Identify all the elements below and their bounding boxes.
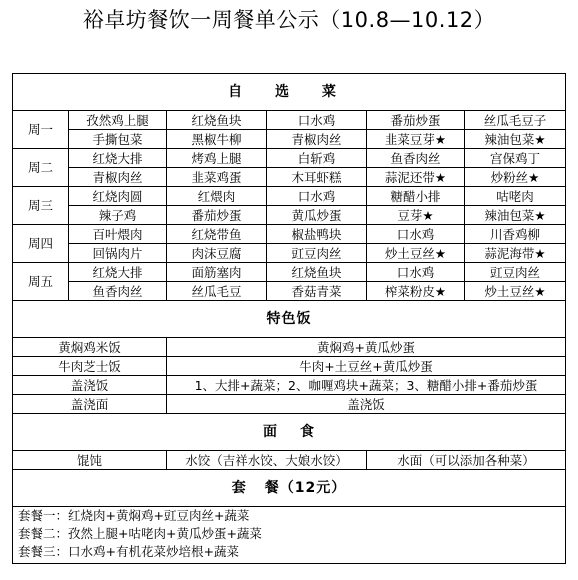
dish-cell: 糖醋小排 (367, 187, 465, 206)
noodle-header-char-1: 面 (263, 423, 278, 440)
noodle-header-char-2: 食 (300, 423, 315, 440)
dish-cell: 香菇青菜 (267, 282, 367, 301)
special-desc: 1、大排+蔬菜；2、咖喱鸡块+蔬菜；3、糖醋小排+番茄炒蛋 (167, 376, 566, 395)
dish-cell: 鱼香肉丝 (69, 282, 167, 301)
set-meal-item: 套餐三：口水鸡+有机花菜炒培根+蔬菜 (18, 544, 239, 559)
special-row (13, 395, 566, 414)
special-desc: 牛肉+土豆丝+黄瓜炒蛋 (167, 357, 566, 376)
dish-cell: 青椒肉丝 (267, 130, 367, 149)
day-label: 周四 (13, 225, 69, 263)
dish-cell: 椒盐鸭块 (267, 225, 367, 244)
dish-cell: 辣油包菜★ (465, 130, 566, 149)
dish-cell: 百叶煨肉 (69, 225, 167, 244)
day-label: 周一 (13, 111, 69, 149)
dish-cell: 红烧带鱼 (167, 225, 267, 244)
dish-cell: 面筋塞肉 (167, 263, 267, 282)
dish-cell: 肉沫豆腐 (167, 244, 267, 263)
section-header-special-rice: 特色饭 (13, 301, 566, 338)
dish-cell: 番茄炒蛋 (367, 111, 465, 130)
set-meal-item: 套餐一：红烧肉+黄焖鸡+豇豆肉丝+蔬菜 (18, 508, 250, 523)
dish-cell: 川香鸡柳 (465, 225, 566, 244)
dish-row (13, 263, 566, 282)
dish-row (13, 282, 566, 301)
special-name: 牛肉芝士饭 (13, 357, 167, 376)
dish-row (13, 149, 566, 168)
dish-cell: 红烧大排 (69, 149, 167, 168)
dish-cell: 黄瓜炒蛋 (267, 206, 367, 225)
dish-cell: 番茄炒蛋 (167, 206, 267, 225)
day-label: 周二 (13, 149, 69, 187)
special-desc: 黄焖鸡+黄瓜炒蛋 (167, 338, 566, 357)
dish-cell: 炒粉丝★ (465, 168, 566, 187)
dish-cell: 口水鸡 (267, 187, 367, 206)
dish-cell: 炒土豆丝★ (465, 282, 566, 301)
special-name: 盖浇面 (13, 395, 167, 414)
dish-cell: 黑椒牛柳 (167, 130, 267, 149)
dish-row (13, 187, 566, 206)
dish-cell: 木耳虾糕 (267, 168, 367, 187)
special-desc: 盖浇饭 (167, 395, 566, 414)
special-row (13, 338, 566, 357)
dish-cell: 豇豆肉丝 (465, 263, 566, 282)
set-meal-list (13, 507, 566, 564)
special-row (13, 357, 566, 376)
special-name: 黄焖鸡米饭 (13, 338, 167, 357)
dish-cell: 青椒肉丝 (69, 168, 167, 187)
special-name: 盖浇饭 (13, 376, 167, 395)
noodle-row (13, 451, 566, 470)
dish-cell: 宫保鸡丁 (465, 149, 566, 168)
dish-cell: 口水鸡 (267, 111, 367, 130)
dish-cell: 红烧大排 (69, 263, 167, 282)
dish-cell: 手撕包菜 (69, 130, 167, 149)
dish-cell: 豆芽★ (367, 206, 465, 225)
dish-cell: 口水鸡 (367, 225, 465, 244)
dish-row (13, 225, 566, 244)
dish-row (13, 130, 566, 149)
dish-cell: 红烧鱼块 (267, 263, 367, 282)
dish-cell: 口水鸡 (367, 263, 465, 282)
dish-cell: 烤鸡上腿 (167, 149, 267, 168)
dish-row (13, 168, 566, 187)
noodle-item: 水面（可以添加各种菜） (367, 451, 566, 470)
dish-cell: 韭菜豆芽★ (367, 130, 465, 149)
noodle-item: 馄饨 (13, 451, 167, 470)
dish-cell: 红烧肉圆 (69, 187, 167, 206)
dish-cell: 丝瓜毛豆 (167, 282, 267, 301)
dish-cell: 炒土豆丝★ (367, 244, 465, 263)
special-row (13, 376, 566, 395)
dish-cell: 辣油包菜★ (465, 206, 566, 225)
dish-cell: 蒜泥海带★ (465, 244, 566, 263)
dish-cell: 丝瓜毛豆子 (465, 111, 566, 130)
day-label: 周五 (13, 263, 69, 301)
dish-cell: 豇豆肉丝 (267, 244, 367, 263)
dish-cell: 榨菜粉皮★ (367, 282, 465, 301)
page-title: 裕卓坊餐饮一周餐单公示（10.8—10.12） (82, 8, 496, 32)
dish-row (13, 244, 566, 263)
dish-cell: 蒜泥还带★ (367, 168, 465, 187)
dish-cell: 红烧鱼块 (167, 111, 267, 130)
dish-cell: 咕咾肉 (465, 187, 566, 206)
dish-cell: 韭菜鸡蛋 (167, 168, 267, 187)
dish-cell: 回锅肉片 (69, 244, 167, 263)
set-meal-item: 套餐二：孜然上腿+咕咾肉+黄瓜炒蛋+蔬菜 (18, 526, 262, 541)
dish-cell: 辣子鸡 (69, 206, 167, 225)
day-label: 周三 (13, 187, 69, 225)
section-header-noodles (13, 414, 566, 451)
section-header-self-select: 自 选 菜 (13, 74, 566, 111)
dish-row (13, 111, 566, 130)
weekly-menu-table (12, 73, 566, 564)
dish-cell: 孜然鸡上腿 (69, 111, 167, 130)
dish-cell: 鱼香肉丝 (367, 149, 465, 168)
set-header-price: 餐（12元） (264, 479, 347, 496)
section-header-set-meals (13, 470, 566, 507)
dish-cell: 红煨肉 (167, 187, 267, 206)
dish-row (13, 206, 566, 225)
dish-cell: 白斩鸡 (267, 149, 367, 168)
set-header-char: 套 (231, 479, 247, 496)
noodle-item: 水饺（吉祥水饺、大娘水饺） (167, 451, 367, 470)
